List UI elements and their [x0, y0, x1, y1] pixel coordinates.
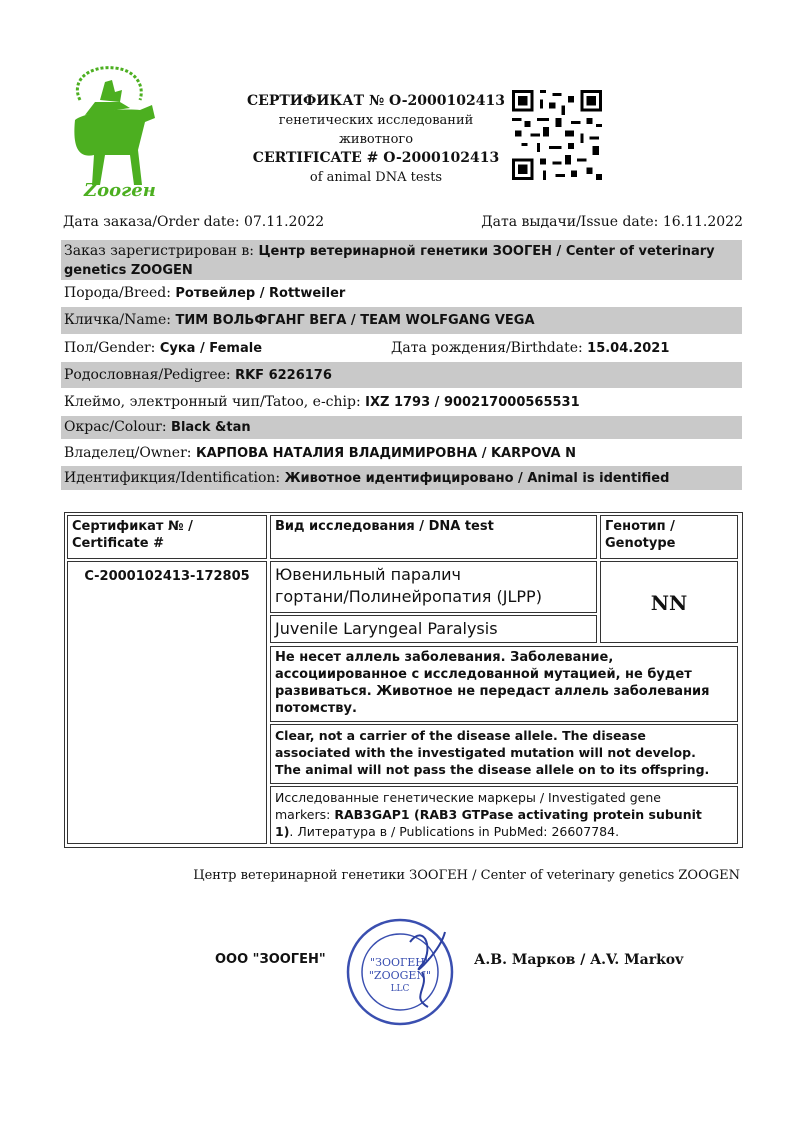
markers-line-3 [275, 823, 733, 840]
colour-value: Black &tan [171, 420, 251, 435]
issue-date: Дата выдачи/Issue date: 16.11.2022 [481, 214, 743, 230]
breed-value: Ротвейлер / Rottweiler [175, 286, 346, 301]
breed-label: Порода/Breed: [64, 285, 171, 301]
gender-label: Пол/Gender: [64, 340, 156, 356]
markers-line-2 [275, 806, 733, 823]
name-row [61, 307, 742, 334]
result-ru-1: Не несет аллель заболевания. Заболевание, [275, 650, 614, 665]
header-genotype [600, 515, 738, 559]
company-name: ООО "ЗООГЕН" [215, 952, 326, 967]
result-en [270, 724, 738, 784]
result-ru-4: потомству. [275, 701, 357, 716]
colour-row [61, 416, 742, 439]
owner-label: Владелец/Owner: [64, 445, 192, 461]
test-name-en: Juvenile Laryngeal Paralysis [270, 615, 597, 643]
pedigree-label: Родословная/Pedigree: [64, 367, 231, 383]
result-ru [270, 646, 738, 722]
identification-row [61, 466, 742, 490]
result-ru-3: развиваться. Животное не передаст аллель заболевания [275, 684, 710, 699]
result-en-2: associated with the investigated mutation will not develop. [275, 745, 696, 760]
result-ru-2: ассоциированное с исследованной мутацией, не будет [275, 667, 692, 682]
dates-row [63, 214, 743, 236]
header-certificate [67, 515, 267, 559]
logo-text: Zooген [84, 180, 156, 201]
colour-label: Окрас/Colour: [64, 419, 167, 435]
identification-label: Идентификция/Identification: [64, 470, 281, 486]
markers-line-1: Исследованные генетические маркеры / Investigated gene [275, 790, 661, 805]
birthdate-field [391, 336, 669, 361]
company-stamp-icon [340, 912, 460, 1032]
owner-row [61, 441, 742, 465]
chip-value: IXZ 1793 / 900217000565531 [365, 395, 580, 410]
breed-row [61, 282, 742, 306]
markers-publications: . Литература в / Publications in PubMed: 26607784. [289, 824, 620, 839]
identification-value: Животное идентифицировано / Animal is identified [284, 471, 670, 486]
genotype-value: NN [600, 561, 738, 643]
stamp-text-llc: LLC [390, 984, 410, 994]
header-genotype-en: Genotype [605, 536, 676, 551]
result-en-1: Clear, not a carrier of the disease allele. The disease [275, 728, 646, 743]
registered-value-2: genetics ZOOGEN [64, 263, 193, 278]
markers-gene: RAB3GAP1 (RAB3 GTPase activating protein subunit [334, 807, 702, 822]
subtitle-en: of animal DNA tests [309, 170, 443, 185]
header-certificate-en: Certificate # [72, 536, 165, 551]
header-dna-test: Вид исследования / DNA test [270, 515, 597, 559]
order-date: Дата заказа/Order date: 07.11.2022 [63, 214, 325, 230]
markers-label: markers: [275, 807, 331, 822]
subtitle-ru-2: животного [338, 132, 414, 147]
gender-row [61, 336, 742, 360]
stamp-text-en: "ZOOGEN" [368, 969, 432, 982]
name-label: Кличка/Name: [64, 312, 172, 328]
chip-row [61, 390, 742, 414]
gender-value: Сука / Female [159, 341, 263, 356]
registered-row [61, 240, 742, 280]
results-table [64, 512, 743, 848]
title-ru: СЕРТИФИКАТ № O-2000102413 [247, 93, 505, 109]
qr-code-icon [512, 90, 602, 180]
pedigree-value: RKF 6226176 [235, 368, 332, 383]
header-certificate-ru: Сертификат № / [72, 519, 193, 534]
header-genotype-ru: Генотип / [605, 519, 675, 534]
title-en: CERTIFICATE # O-2000102413 [252, 150, 500, 166]
genetic-markers [270, 786, 738, 844]
birthdate-label: Дата рождения/Birthdate: [391, 340, 583, 356]
subtitle-ru-1: генетических исследований [278, 113, 474, 128]
result-en-3: The animal will not pass the disease allele on to its offspring. [275, 762, 710, 777]
markers-gene-end: 1) [275, 824, 290, 839]
owner-value: КАРПОВА НАТАЛИЯ ВЛАДИМИРОВНА / KARPOVA N [195, 446, 576, 461]
test-name-ru-1: Ювенильный паралич [275, 565, 461, 584]
registered-label: Заказ зарегистрирован в: [64, 243, 255, 259]
birthdate-value: 15.04.2021 [587, 341, 670, 356]
certificate-number: C-2000102413-172805 [67, 561, 267, 844]
certificate-title [240, 92, 512, 187]
name-value: ТИМ ВОЛЬФГАНГ ВЕГА / TEAM WOLFGANG VEGA [175, 313, 535, 328]
stamp-text-ru: "ЗООГЕН" [370, 956, 430, 969]
registered-value-1: Центр ветеринарной генетики ЗООГЕН / Center of veterinary [258, 244, 715, 259]
footer-center-name: Центр ветеринарной генетики ЗООГЕН / Center of veterinary genetics ZOOGEN [193, 868, 740, 883]
chip-label: Клеймо, электронный чип/Tatoo, e-chip: [64, 394, 361, 410]
test-name-ru [270, 561, 597, 613]
pedigree-row [61, 362, 742, 388]
test-name-ru-2: гортани/Полинейропатия (JLPP) [275, 587, 542, 606]
signatory-name: А.В. Марков / A.V. Markov [474, 952, 684, 968]
